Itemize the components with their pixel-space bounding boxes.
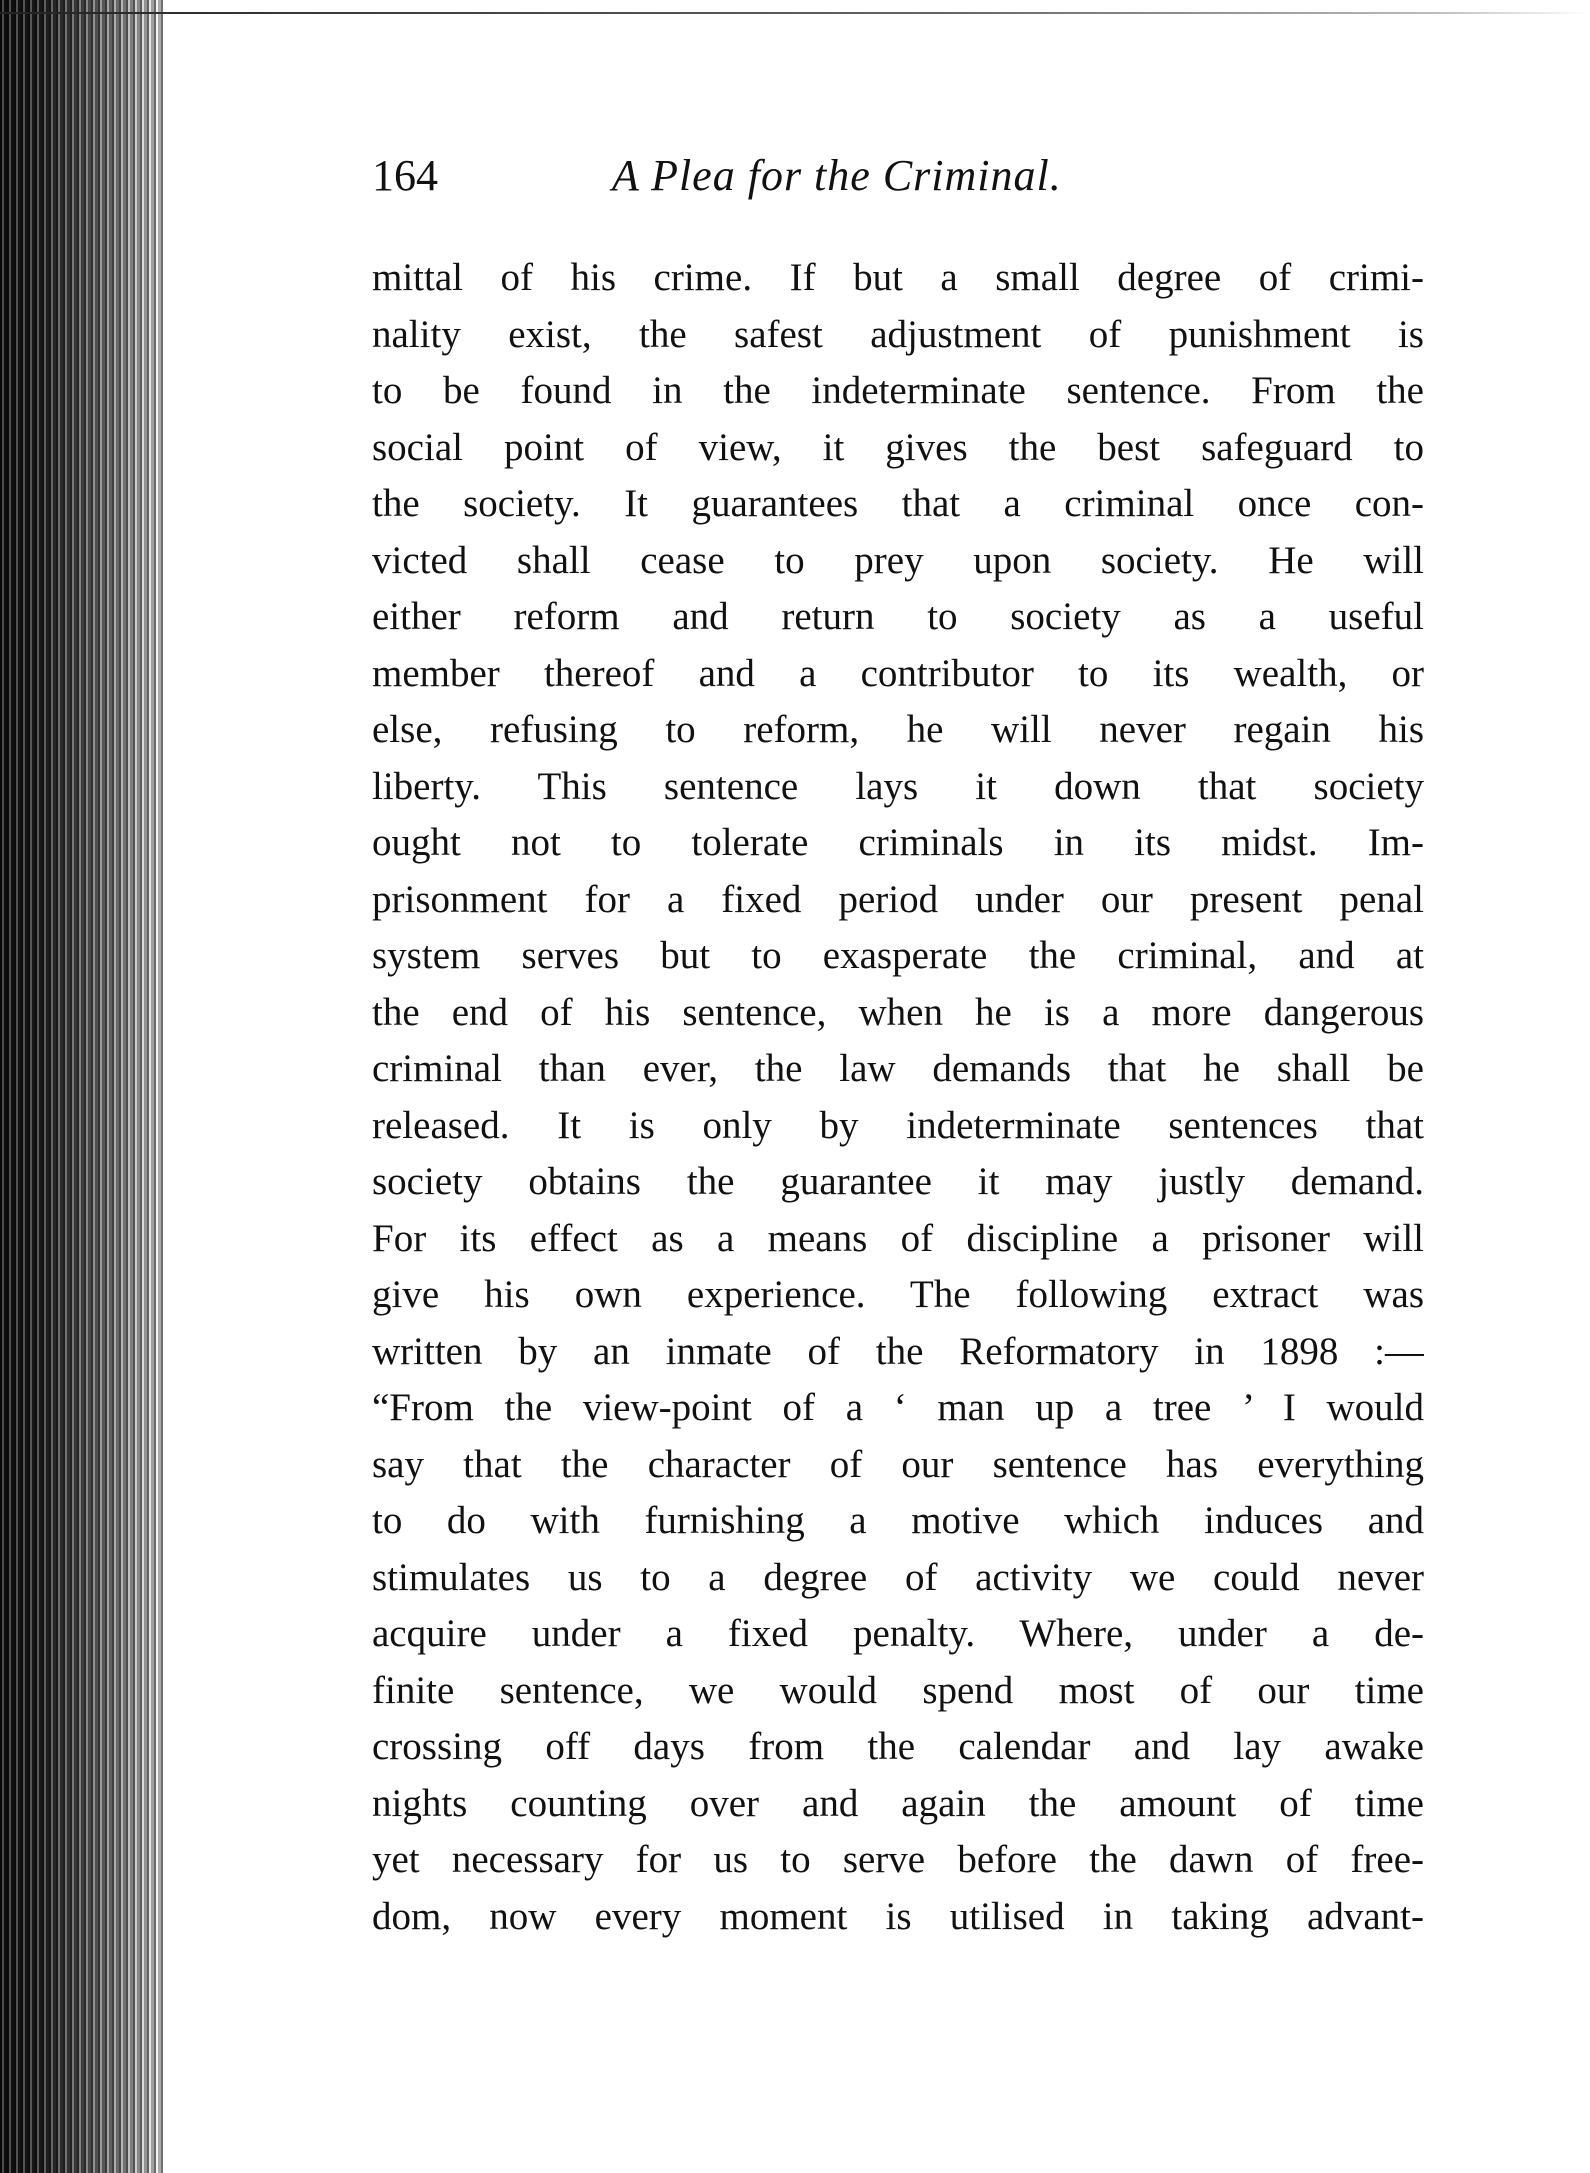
text-line: society obtains the guarantee it may justly demand. bbox=[372, 1160, 1424, 1203]
text-line: finite sentence, we would spend most of our time bbox=[372, 1668, 1424, 1712]
text-line: member thereof and a contributor to its wealth, or bbox=[372, 651, 1424, 695]
text-line: stimulates us to a degree of activity we could never bbox=[372, 1555, 1424, 1599]
text-line: liberty. This sentence lays it down that society bbox=[372, 764, 1424, 808]
text-line: ought not to tolerate criminals in its midst. Im- bbox=[372, 821, 1424, 864]
body-text bbox=[372, 250, 1424, 1945]
text-line: “From the view-point of a ‘ man up a tree ’ I would bbox=[372, 1386, 1424, 1429]
text-line: the end of his sentence, when he is a more dangerous bbox=[372, 990, 1424, 1034]
text-line: victed shall cease to prey upon society. He will bbox=[372, 538, 1424, 582]
running-title: A Plea for the Criminal. bbox=[612, 151, 1062, 200]
text-line: system serves but to exasperate the criminal, and at bbox=[372, 934, 1424, 977]
text-line: written by an inmate of the Reformatory in 1898 :— bbox=[372, 1329, 1424, 1373]
text-line: nights counting over and again the amount of time bbox=[372, 1781, 1424, 1825]
text-line: criminal than ever, the law demands that he shall be bbox=[372, 1047, 1424, 1090]
text-line: prisonment for a fixed period under our present penal bbox=[372, 877, 1424, 921]
text-line: crossing off days from the calendar and lay awake bbox=[372, 1725, 1424, 1768]
book-binding-edge bbox=[0, 0, 165, 2173]
text-line: to be found in the indeterminate sentence. From the bbox=[372, 369, 1424, 412]
text-line: the society. It guarantees that a criminal once con- bbox=[372, 482, 1424, 525]
text-line: mittal of his crime. If but a small degree of crimi- bbox=[372, 256, 1424, 299]
text-line: give his own experience. The following extract was bbox=[372, 1273, 1424, 1316]
text-line: nality exist, the safest adjustment of punishment is bbox=[372, 312, 1424, 356]
page-header bbox=[372, 150, 1424, 210]
text-line: acquire under a fixed penalty. Where, under a de- bbox=[372, 1612, 1424, 1655]
text-line: either reform and return to society as a useful bbox=[372, 595, 1424, 638]
text-line: else, refusing to reform, he will never regain his bbox=[372, 708, 1424, 751]
text-line: dom, now every moment is utilised in taking advant- bbox=[372, 1894, 1424, 1938]
text-line: social point of view, it gives the best safeguard to bbox=[372, 425, 1424, 469]
text-line: to do with furnishing a motive which induces and bbox=[372, 1499, 1424, 1542]
page-top-edge bbox=[0, 12, 1590, 14]
text-line: For its effect as a means of discipline a prisoner will bbox=[372, 1216, 1424, 1260]
text-line: say that the character of our sentence has everything bbox=[372, 1442, 1424, 1486]
text-line: released. It is only by indeterminate sentences that bbox=[372, 1103, 1424, 1147]
page-number: 164 bbox=[372, 151, 438, 200]
text-line: yet necessary for us to serve before the dawn of free- bbox=[372, 1838, 1424, 1881]
